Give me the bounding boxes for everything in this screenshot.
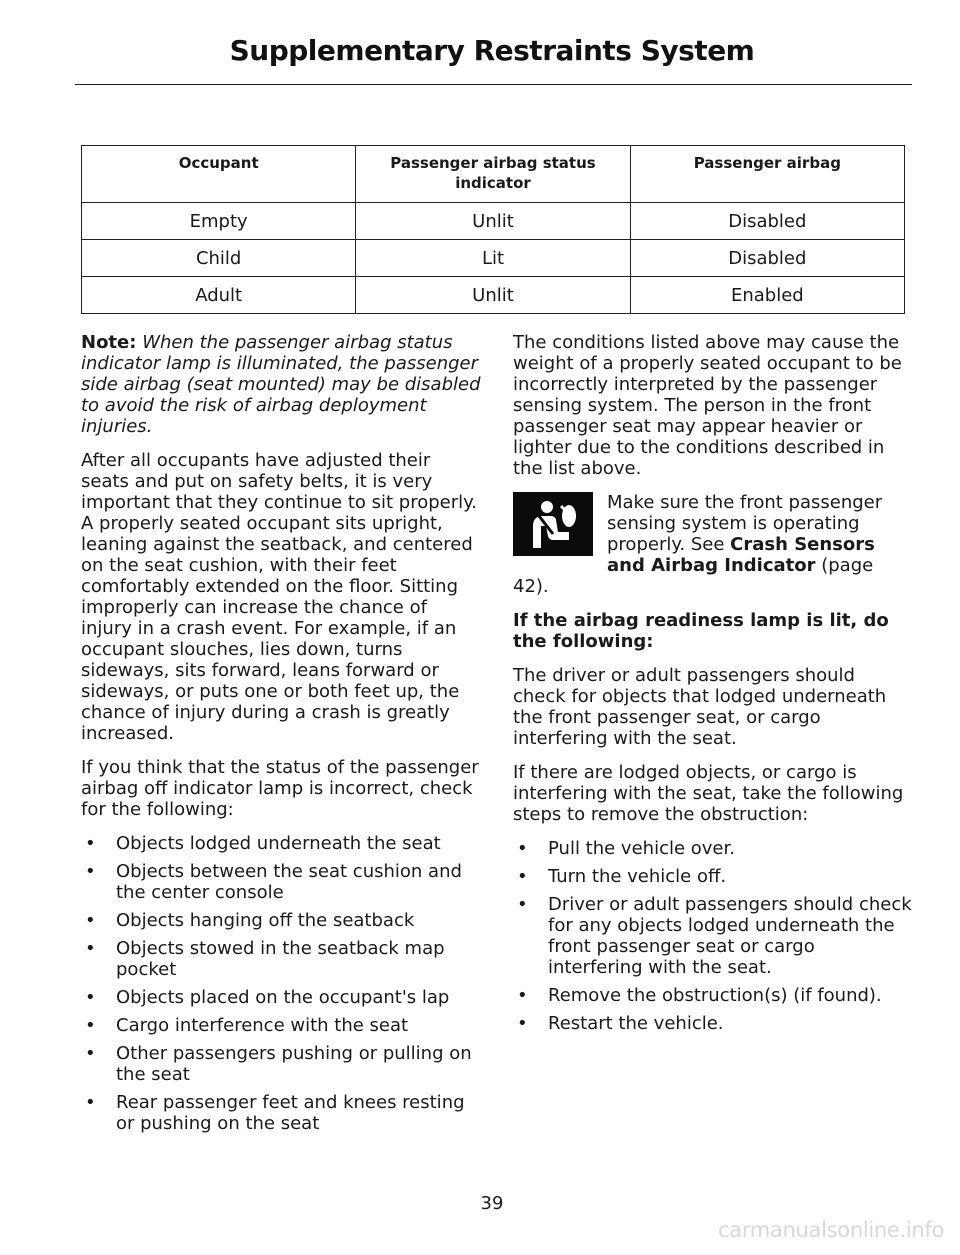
steps-intro-paragraph: If there are lodged objects, or cargo is interfering with the seat, take the following steps to remove the obstruction: xyxy=(513,762,904,825)
airbag-status-table xyxy=(81,145,905,314)
table-row xyxy=(82,277,905,314)
list-item: • Objects hanging off the seatback xyxy=(85,910,415,931)
list-item: • Objects placed on the occupant's lap xyxy=(85,987,450,1008)
note-paragraph xyxy=(81,332,481,437)
right-column xyxy=(513,332,913,1041)
bullet-icon: • xyxy=(85,910,96,931)
list-item: • Pull the vehicle over. xyxy=(517,838,735,859)
table-row xyxy=(82,240,905,277)
list-item: • Remove the obstruction(s) (if found). xyxy=(517,985,882,1006)
airbag-icon-block xyxy=(513,492,913,597)
table-header-row xyxy=(82,146,905,203)
table-cell: Empty xyxy=(82,203,356,240)
table-cell: Child xyxy=(82,240,356,277)
note-label: Note: xyxy=(81,332,137,353)
note-text: When the passenger airbag status indicator lamp is illuminated, the passenger side airbag (seat mounted) may be disabled to avoid the risk of airbag deployment injuries. xyxy=(81,332,481,437)
table-header-occupant: Occupant xyxy=(82,146,356,203)
table-header-indicator: Passenger airbag status indicator xyxy=(356,146,630,203)
bullet-icon: • xyxy=(85,1092,96,1113)
bullet-icon: • xyxy=(517,838,528,859)
list-item: • Driver or adult passengers should check for any objects lodged underneath the front passenger seat or cargo interfering with the seat. xyxy=(517,894,912,978)
page-number: 39 xyxy=(480,1193,504,1214)
seating-paragraph: After all occupants have adjusted their seats and put on safety belts, it is very important that they continue to sit properly. A properly seated occupant sits upright, leaning against the seatback, and centered on the seat cushion, with their feet comfortably extended on the floor. Sitting improperly can increase the chance of injury in a crash event. For example, if an occupant slouches, lies down, turns sideways, sits forward, leans forward or sideways, or puts one or both feet up, the chance of injury during a crash is greatly increased. xyxy=(81,450,477,744)
table-cell: Unlit xyxy=(356,277,630,314)
watermark: carmanualsonline.info xyxy=(718,1218,945,1242)
bullet-icon: • xyxy=(517,866,528,887)
check-list xyxy=(81,833,481,1134)
table-cell: Adult xyxy=(82,277,356,314)
table-cell: Lit xyxy=(356,240,630,277)
crash-sensors-link[interactable]: Crash Sensors and Airbag Indicator xyxy=(607,534,875,576)
driver-check-paragraph: The driver or adult passengers should check for objects that lodged underneath the front passenger seat, or cargo interfering with the seat. xyxy=(513,665,887,749)
airbag-warning-icon xyxy=(513,492,593,556)
bullet-icon: • xyxy=(85,1015,96,1036)
table-cell: Unlit xyxy=(356,203,630,240)
list-item: • Objects lodged underneath the seat xyxy=(85,833,441,854)
icon-instruction-text: Make sure the front passenger sensing system is operating properly. See xyxy=(607,492,883,555)
bullet-icon: • xyxy=(85,987,96,1008)
check-intro-paragraph: If you think that the status of the passenger airbag off indicator lamp is incorrect, check for the following: xyxy=(81,757,479,820)
bullet-icon: • xyxy=(517,985,528,1006)
page-title: Supplementary Restraints System xyxy=(229,34,755,67)
list-item: • Turn the vehicle off. xyxy=(517,866,727,887)
steps-list xyxy=(513,838,913,1034)
bullet-icon: • xyxy=(85,938,96,959)
readiness-heading: If the airbag readiness lamp is lit, do the following: xyxy=(513,610,889,652)
bullet-icon: • xyxy=(85,833,96,854)
list-item: • Rear passenger feet and knees resting or pushing on the seat xyxy=(85,1092,465,1134)
conditions-paragraph: The conditions listed above may cause the weight of a properly seated occupant to be incorrectly interpreted by the passenger sensing system. The person in the front passenger seat may appear heavier or lighter due to the conditions described in the list above. xyxy=(513,332,902,479)
table-cell: Disabled xyxy=(630,203,904,240)
bullet-icon: • xyxy=(85,861,96,882)
table-row xyxy=(82,203,905,240)
table-header-airbag: Passenger airbag xyxy=(630,146,904,203)
left-column xyxy=(81,332,481,1141)
bullet-icon: • xyxy=(517,1013,528,1034)
list-item: • Other passengers pushing or pulling on the seat xyxy=(85,1043,472,1085)
page-reference: (page 42). xyxy=(513,555,874,597)
bullet-icon: • xyxy=(517,894,528,915)
list-item: • Objects between the seat cushion and the center console xyxy=(85,861,462,903)
list-item: • Objects stowed in the seatback map pocket xyxy=(85,938,445,980)
list-item: • Cargo interference with the seat xyxy=(85,1015,409,1036)
title-divider xyxy=(75,84,912,85)
list-item: • Restart the vehicle. xyxy=(517,1013,724,1034)
bullet-icon: • xyxy=(85,1043,96,1064)
table-cell: Disabled xyxy=(630,240,904,277)
table-cell: Enabled xyxy=(630,277,904,314)
